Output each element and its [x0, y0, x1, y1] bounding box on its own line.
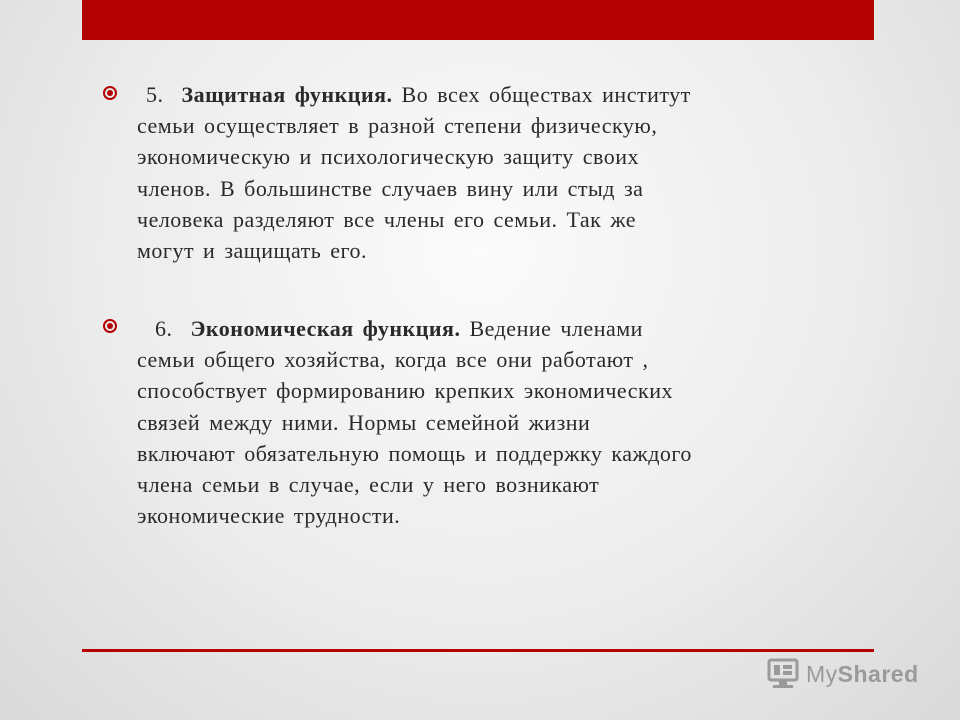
bullet-icon	[103, 319, 117, 333]
paragraph-line: Во всех обществах институт	[401, 82, 691, 107]
paragraph-number: 6.	[155, 316, 173, 341]
top-accent-bar	[82, 0, 874, 40]
paragraph-first-line	[137, 313, 867, 344]
paragraph-line: включают обязательную помощь и поддержку каждого	[137, 440, 692, 466]
bottom-accent-line	[82, 649, 874, 652]
paragraph-line: человека разделяют все члены его семьи. Так же	[137, 206, 637, 232]
paragraph-line: членов. В большинстве случаев вину или стыд за	[137, 175, 644, 201]
paragraph-line: семьи общего хозяйства, когда все они работают ,	[137, 347, 649, 373]
paragraph-line: семьи осуществляет в разной степени физическую,	[137, 113, 658, 139]
paragraph-economic-function	[137, 313, 867, 531]
paragraph-protective-function	[137, 79, 867, 266]
logo-suffix: Shared	[837, 660, 919, 687]
paragraph-line: могут и защищать его.	[137, 238, 368, 264]
paragraph-line: способствует формированию крепких экономических	[137, 378, 673, 404]
myshared-monitor-icon	[766, 657, 802, 691]
paragraph-number: 5.	[146, 82, 164, 107]
myshared-logo[interactable]	[766, 657, 919, 691]
myshared-logo-text	[806, 661, 919, 688]
paragraph-line: экономические трудности.	[137, 503, 401, 529]
paragraph-line: Ведение членами	[469, 316, 643, 341]
paragraph-heading: Защитная функция.	[181, 82, 393, 107]
paragraph-first-line	[137, 79, 867, 110]
paragraph-line: экономическую и психологическую защиту своих	[137, 144, 639, 170]
paragraph-line: связей между ними. Нормы семейной жизни	[137, 409, 591, 435]
bullet-icon	[103, 86, 117, 100]
paragraph-heading: Экономическая функция.	[190, 316, 461, 341]
paragraph-line: члена семьи в случае, если у него возникают	[137, 472, 600, 498]
logo-prefix: My	[806, 660, 838, 687]
